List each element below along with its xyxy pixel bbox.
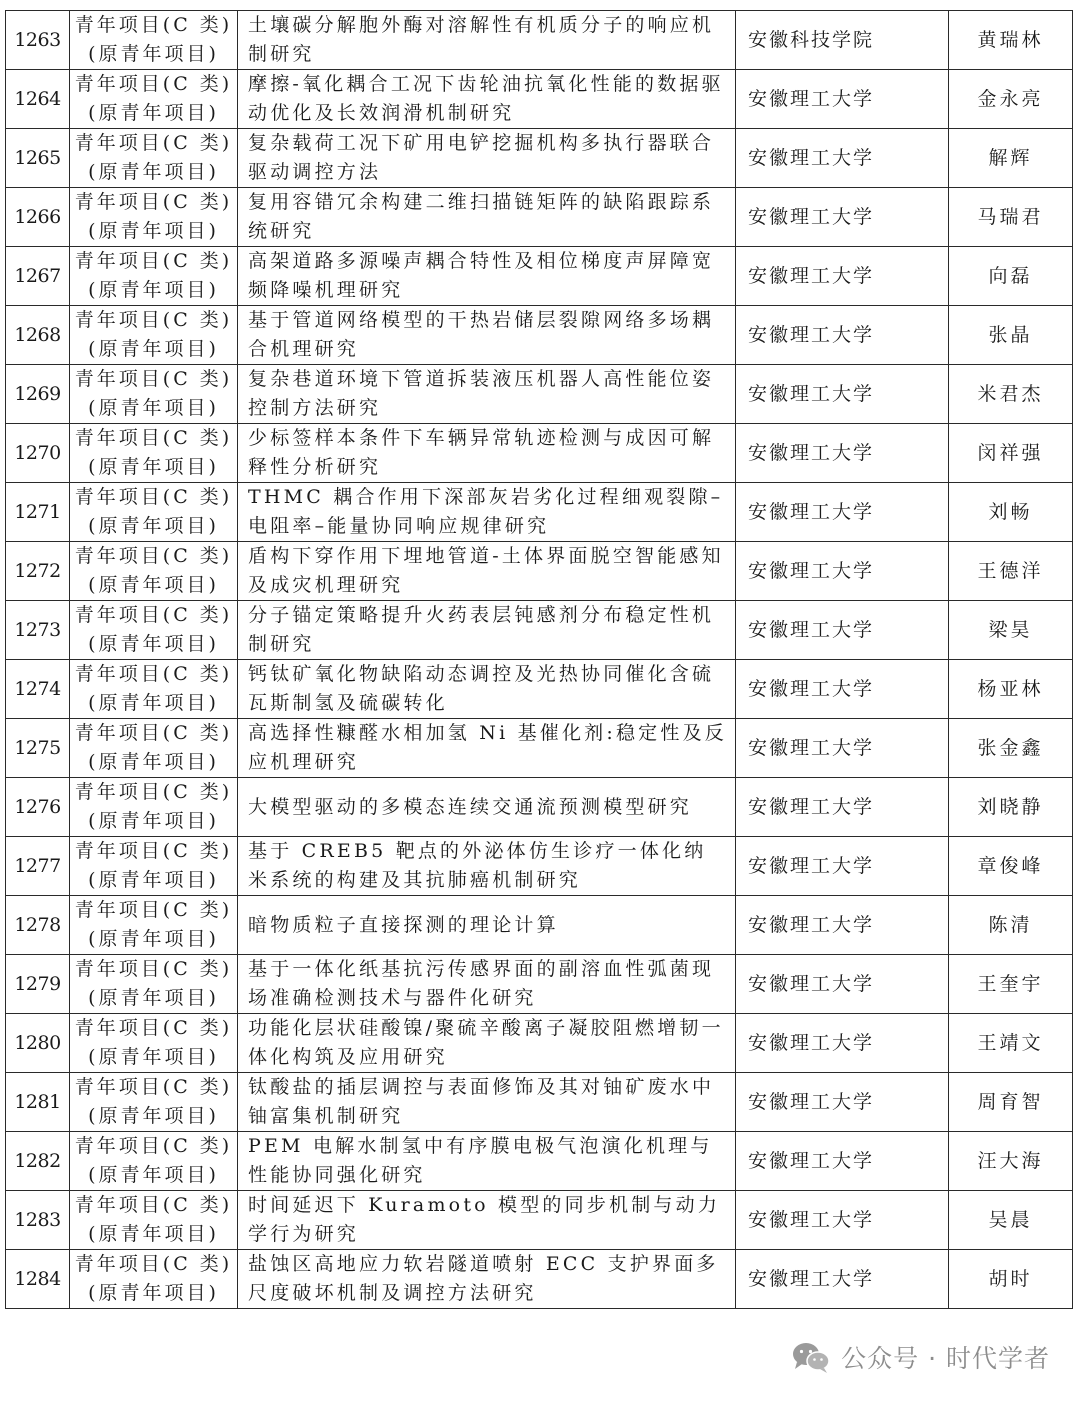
table-row (6, 837, 1073, 896)
principal-investigator: 米君杰 (949, 365, 1073, 424)
principal-investigator: 吴晨 (949, 1191, 1073, 1250)
principal-investigator: 解辉 (949, 129, 1073, 188)
project-title: 少标签样本条件下车辆异常轨迹检测与成因可解释性分析研究 (238, 424, 736, 483)
row-number: 1280 (6, 1014, 70, 1073)
project-type-line: 青年项目(C 类) (74, 368, 233, 390)
project-type-line: 青年项目(C 类) (74, 840, 233, 862)
institution: 安徽理工大学 (736, 896, 949, 955)
principal-investigator: 黄瑞林 (949, 11, 1073, 70)
project-type-line: 青年项目(C 类) (74, 14, 233, 36)
watermark (791, 1339, 1050, 1375)
project-title: 基于 CREB5 靶点的外泌体仿生诊疗一体化纳米系统的构建及其抗肺癌机制研究 (238, 837, 736, 896)
project-type-subline: (原青年项目) (88, 338, 219, 360)
project-type (70, 896, 238, 955)
principal-investigator: 刘晓静 (949, 778, 1073, 837)
principal-investigator: 王奎宇 (949, 955, 1073, 1014)
institution: 安徽理工大学 (736, 483, 949, 542)
project-title: 基于一体化纸基抗污传感界面的副溶血性弧菌现场准确检测技术与器件化研究 (238, 955, 736, 1014)
institution: 安徽理工大学 (736, 365, 949, 424)
row-number: 1284 (6, 1250, 70, 1309)
project-type-line: 青年项目(C 类) (74, 1076, 233, 1098)
project-type-subline: (原青年项目) (88, 1046, 219, 1068)
principal-investigator: 王靖文 (949, 1014, 1073, 1073)
row-number: 1277 (6, 837, 70, 896)
table-row (6, 11, 1073, 70)
row-number: 1264 (6, 70, 70, 129)
project-type-subline: (原青年项目) (88, 692, 219, 714)
table-row (6, 660, 1073, 719)
project-type-line: 青年项目(C 类) (74, 545, 233, 567)
institution: 安徽理工大学 (736, 306, 949, 365)
project-type-subline: (原青年项目) (88, 102, 219, 124)
institution: 安徽理工大学 (736, 1191, 949, 1250)
principal-investigator: 汪大海 (949, 1132, 1073, 1191)
row-number: 1266 (6, 188, 70, 247)
table-row (6, 70, 1073, 129)
project-type-subline: (原青年项目) (88, 515, 219, 537)
project-title: 盐蚀区高地应力软岩隧道喷射 ECC 支护界面多尺度破坏机制及调控方法研究 (238, 1250, 736, 1309)
project-type-subline: (原青年项目) (88, 43, 219, 65)
project-title: 复杂巷道环境下管道拆装液压机器人高性能位姿控制方法研究 (238, 365, 736, 424)
project-type-subline: (原青年项目) (88, 1105, 219, 1127)
project-type (70, 601, 238, 660)
row-number: 1273 (6, 601, 70, 660)
institution: 安徽理工大学 (736, 778, 949, 837)
institution: 安徽理工大学 (736, 1014, 949, 1073)
project-type (70, 247, 238, 306)
project-type (70, 1191, 238, 1250)
institution: 安徽理工大学 (736, 1132, 949, 1191)
project-type (70, 719, 238, 778)
project-type-line: 青年项目(C 类) (74, 132, 233, 154)
project-type-subline: (原青年项目) (88, 869, 219, 891)
project-type-subline: (原青年项目) (88, 574, 219, 596)
project-type (70, 365, 238, 424)
row-number: 1265 (6, 129, 70, 188)
table-row (6, 778, 1073, 837)
table-row (6, 129, 1073, 188)
project-type-line: 青年项目(C 类) (74, 191, 233, 213)
project-type-line: 青年项目(C 类) (74, 604, 233, 626)
row-number: 1267 (6, 247, 70, 306)
project-title: 钙钛矿氧化物缺陷动态调控及光热协同催化含硫瓦斯制氢及硫碳转化 (238, 660, 736, 719)
row-number: 1270 (6, 424, 70, 483)
project-type-line: 青年项目(C 类) (74, 250, 233, 272)
institution: 安徽理工大学 (736, 837, 949, 896)
principal-investigator: 杨亚林 (949, 660, 1073, 719)
table-row (6, 424, 1073, 483)
institution: 安徽科技学院 (736, 11, 949, 70)
institution: 安徽理工大学 (736, 1250, 949, 1309)
project-title: 时间延迟下 Kuramoto 模型的同步机制与动力学行为研究 (238, 1191, 736, 1250)
table-row (6, 719, 1073, 778)
institution: 安徽理工大学 (736, 247, 949, 306)
principal-investigator: 王德洋 (949, 542, 1073, 601)
row-number: 1271 (6, 483, 70, 542)
watermark-text: 公众号 · 时代学者 (841, 1344, 1050, 1373)
principal-investigator: 向磊 (949, 247, 1073, 306)
institution: 安徽理工大学 (736, 719, 949, 778)
project-title: 功能化层状硅酸镍/聚硫辛酸离子凝胶阻燃增韧一体化构筑及应用研究 (238, 1014, 736, 1073)
project-type-subline: (原青年项目) (88, 1164, 219, 1186)
table-row (6, 306, 1073, 365)
project-title: 复用容错冗余构建二维扫描链矩阵的缺陷跟踪系统研究 (238, 188, 736, 247)
table-row (6, 483, 1073, 542)
project-title: 摩擦-氧化耦合工况下齿轮油抗氧化性能的数据驱动优化及长效润滑机制研究 (238, 70, 736, 129)
project-type (70, 955, 238, 1014)
project-title: PEM 电解水制氢中有序膜电极气泡演化机理与性能协同强化研究 (238, 1132, 736, 1191)
project-title: 高选择性糠醛水相加氢 Ni 基催化剂:稳定性及反应机理研究 (238, 719, 736, 778)
project-type-line: 青年项目(C 类) (74, 958, 233, 980)
institution: 安徽理工大学 (736, 660, 949, 719)
project-type-line: 青年项目(C 类) (74, 1135, 233, 1157)
row-number: 1282 (6, 1132, 70, 1191)
row-number: 1275 (6, 719, 70, 778)
principal-investigator: 闵祥强 (949, 424, 1073, 483)
row-number: 1269 (6, 365, 70, 424)
institution: 安徽理工大学 (736, 955, 949, 1014)
project-type-line: 青年项目(C 类) (74, 722, 233, 744)
wechat-icon (791, 1340, 831, 1374)
project-type-subline: (原青年项目) (88, 751, 219, 773)
row-number: 1278 (6, 896, 70, 955)
project-type (70, 424, 238, 483)
project-type-line: 青年项目(C 类) (74, 1253, 233, 1275)
project-title: 复杂载荷工况下矿用电铲挖掘机构多执行器联合驱动调控方法 (238, 129, 736, 188)
principal-investigator: 梁昊 (949, 601, 1073, 660)
project-type-line: 青年项目(C 类) (74, 486, 233, 508)
project-title: THMC 耦合作用下深部灰岩劣化过程细观裂隙–电阻率–能量协同响应规律研究 (238, 483, 736, 542)
project-type (70, 1073, 238, 1132)
row-number: 1274 (6, 660, 70, 719)
principal-investigator: 胡时 (949, 1250, 1073, 1309)
table-row (6, 188, 1073, 247)
project-title: 基于管道网络模型的干热岩储层裂隙网络多场耦合机理研究 (238, 306, 736, 365)
project-type-line: 青年项目(C 类) (74, 309, 233, 331)
principal-investigator: 周育智 (949, 1073, 1073, 1132)
project-type (70, 70, 238, 129)
table-body (6, 11, 1073, 1309)
table-row (6, 1191, 1073, 1250)
table-row (6, 601, 1073, 660)
principal-investigator: 章俊峰 (949, 837, 1073, 896)
row-number: 1279 (6, 955, 70, 1014)
table-row (6, 247, 1073, 306)
project-type-line: 青年项目(C 类) (74, 899, 233, 921)
project-type-subline: (原青年项目) (88, 987, 219, 1009)
project-type-subline: (原青年项目) (88, 810, 219, 832)
project-type (70, 837, 238, 896)
project-type-subline: (原青年项目) (88, 456, 219, 478)
table-row (6, 1073, 1073, 1132)
grant-list-table (5, 10, 1073, 1309)
project-type-subline: (原青年项目) (88, 633, 219, 655)
project-type-subline: (原青年项目) (88, 928, 219, 950)
row-number: 1263 (6, 11, 70, 70)
project-type-line: 青年项目(C 类) (74, 73, 233, 95)
project-type (70, 483, 238, 542)
table-row (6, 1132, 1073, 1191)
project-type-subline: (原青年项目) (88, 1223, 219, 1245)
project-type (70, 306, 238, 365)
principal-investigator: 金永亮 (949, 70, 1073, 129)
project-type (70, 188, 238, 247)
principal-investigator: 张晶 (949, 306, 1073, 365)
institution: 安徽理工大学 (736, 70, 949, 129)
project-type (70, 660, 238, 719)
row-number: 1272 (6, 542, 70, 601)
table-row (6, 542, 1073, 601)
principal-investigator: 陈清 (949, 896, 1073, 955)
institution: 安徽理工大学 (736, 188, 949, 247)
project-type-subline: (原青年项目) (88, 279, 219, 301)
project-type-line: 青年项目(C 类) (74, 1017, 233, 1039)
row-number: 1268 (6, 306, 70, 365)
project-title: 土壤碳分解胞外酶对溶解性有机质分子的响应机制研究 (238, 11, 736, 70)
project-type (70, 542, 238, 601)
project-type-line: 青年项目(C 类) (74, 1194, 233, 1216)
institution: 安徽理工大学 (736, 424, 949, 483)
table-row (6, 896, 1073, 955)
project-type (70, 1250, 238, 1309)
table-row (6, 365, 1073, 424)
row-number: 1281 (6, 1073, 70, 1132)
project-type (70, 11, 238, 70)
project-type (70, 1014, 238, 1073)
project-type-subline: (原青年项目) (88, 1282, 219, 1304)
project-type (70, 129, 238, 188)
institution: 安徽理工大学 (736, 129, 949, 188)
institution: 安徽理工大学 (736, 542, 949, 601)
institution: 安徽理工大学 (736, 1073, 949, 1132)
row-number: 1283 (6, 1191, 70, 1250)
principal-investigator: 马瑞君 (949, 188, 1073, 247)
project-type (70, 1132, 238, 1191)
table-row (6, 1014, 1073, 1073)
project-type-line: 青年项目(C 类) (74, 781, 233, 803)
project-type-line: 青年项目(C 类) (74, 663, 233, 685)
project-title: 高架道路多源噪声耦合特性及相位梯度声屏障宽频降噪机理研究 (238, 247, 736, 306)
table-row (6, 1250, 1073, 1309)
project-title: 钛酸盐的插层调控与表面修饰及其对铀矿废水中铀富集机制研究 (238, 1073, 736, 1132)
institution: 安徽理工大学 (736, 601, 949, 660)
principal-investigator: 刘畅 (949, 483, 1073, 542)
project-type-subline: (原青年项目) (88, 161, 219, 183)
project-type-subline: (原青年项目) (88, 397, 219, 419)
project-title: 分子锚定策略提升火药表层钝感剂分布稳定性机制研究 (238, 601, 736, 660)
project-title: 盾构下穿作用下埋地管道-土体界面脱空智能感知及成灾机理研究 (238, 542, 736, 601)
row-number: 1276 (6, 778, 70, 837)
project-type-line: 青年项目(C 类) (74, 427, 233, 449)
project-title: 大模型驱动的多模态连续交通流预测模型研究 (238, 778, 736, 837)
table-row (6, 955, 1073, 1014)
project-type-subline: (原青年项目) (88, 220, 219, 242)
project-type (70, 778, 238, 837)
principal-investigator: 张金鑫 (949, 719, 1073, 778)
project-title: 暗物质粒子直接探测的理论计算 (238, 896, 736, 955)
